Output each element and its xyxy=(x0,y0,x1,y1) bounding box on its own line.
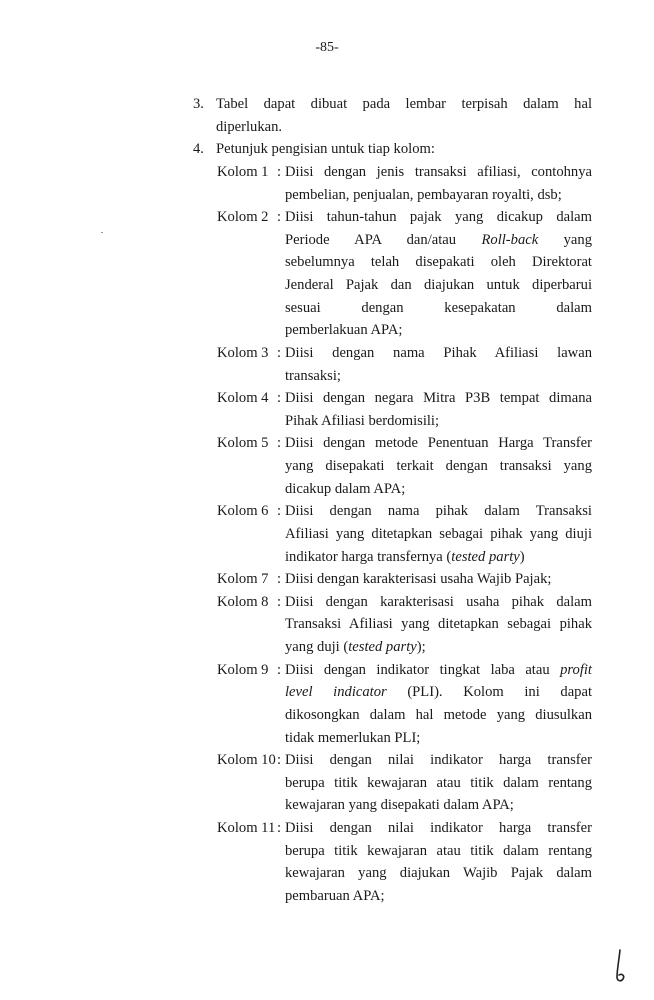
line-text xyxy=(216,93,592,116)
text-segment: berupa titik kewajaran atau titik dalam rentang xyxy=(285,842,592,859)
text-segment: dicakup dalam APA; xyxy=(285,480,406,497)
kolom-entry xyxy=(0,591,654,659)
line-text xyxy=(285,885,592,908)
text-line xyxy=(0,138,654,161)
kolom-entry xyxy=(0,387,654,432)
text-line xyxy=(0,772,654,795)
text-segment: Diisi dengan jenis transaksi afiliasi, contohnya xyxy=(285,163,592,180)
text-line xyxy=(0,568,654,591)
text-line xyxy=(0,342,654,365)
colon: : xyxy=(277,435,282,452)
text-segment: Tabel dapat dibuat pada lembar terpisah dalam hal xyxy=(216,96,592,112)
text-segment: dikosongkan dalam hal metode yang diusulkan xyxy=(285,706,592,723)
text-segment: Pihak Afiliasi berdomisili; xyxy=(285,412,440,429)
text-segment: kewajaran yang diajukan Wajib Pajak dalam xyxy=(285,865,592,882)
line-text xyxy=(285,342,592,365)
kolom-label: Kolom 11 xyxy=(217,820,276,836)
text-line xyxy=(0,681,654,704)
text-line xyxy=(0,500,654,523)
kolom-label: Kolom 2 xyxy=(217,209,269,226)
text-segment: pembaruan APA; xyxy=(285,887,385,904)
colon: : xyxy=(277,593,282,610)
line-text xyxy=(285,161,592,184)
text-line xyxy=(0,116,654,139)
text-segment: Diisi dengan nama pihak dalam Transaksi xyxy=(285,503,592,520)
paraf-signature xyxy=(610,948,634,984)
kolom-entry xyxy=(0,749,654,817)
text-segment: yang duji ( xyxy=(285,639,349,655)
text-line xyxy=(0,319,654,342)
numbered-item xyxy=(0,138,654,161)
line-text xyxy=(285,568,592,591)
line-text xyxy=(285,772,592,795)
text-segment: Diisi dengan karakterisasi usaha Wajib Pajak; xyxy=(285,571,552,588)
text-segment: Diisi dengan metode Penentuan Harga Transfer xyxy=(285,435,592,452)
line-text xyxy=(285,432,592,455)
text-segment: ) xyxy=(519,548,525,565)
text-segment: Diisi dengan nilai indikator harga transfer xyxy=(285,820,592,836)
kolom-label: Kolom 1 xyxy=(217,163,269,180)
text-line xyxy=(0,229,654,252)
text-line xyxy=(0,546,654,569)
line-text xyxy=(285,229,592,252)
text-segment: sebelumnya telah disepakati oleh Direktorat xyxy=(285,254,592,271)
line-text xyxy=(285,206,592,229)
item-number: 4. xyxy=(193,141,204,158)
italic-term: Roll-back xyxy=(481,231,539,248)
line-text xyxy=(285,840,592,863)
text-line xyxy=(0,749,654,772)
line-text xyxy=(285,613,592,636)
text-segment: Diisi tahun-tahun pajak yang dicakup dalam xyxy=(285,209,592,226)
kolom-entry xyxy=(0,342,654,387)
text-segment: ); xyxy=(416,639,426,655)
text-line xyxy=(0,297,654,320)
text-segment: sesuai dengan kesepakatan dalam xyxy=(285,299,592,316)
colon: : xyxy=(277,571,282,588)
line-text xyxy=(285,817,592,840)
line-text xyxy=(285,500,592,523)
italic-term: tested party xyxy=(451,548,520,565)
colon: : xyxy=(277,163,282,180)
text-line xyxy=(0,523,654,546)
text-line xyxy=(0,794,654,817)
text-segment: pembelian, penjualan, pembayaran royalti, dsb; xyxy=(285,186,562,203)
kolom-entry xyxy=(0,432,654,500)
document-body xyxy=(0,93,654,908)
colon: : xyxy=(277,752,282,769)
line-text xyxy=(285,478,592,501)
kolom-label: Kolom 4 xyxy=(217,390,269,407)
kolom-label: Kolom 3 xyxy=(217,344,269,361)
colon: : xyxy=(277,344,282,361)
page-number: -85- xyxy=(315,40,339,55)
line-text xyxy=(285,636,592,659)
line-text xyxy=(285,727,592,750)
colon: : xyxy=(277,209,282,226)
text-line xyxy=(0,862,654,885)
text-segment: Transaksi Afiliasi yang ditetapkan sebagai pihak xyxy=(285,616,592,633)
colon: : xyxy=(277,661,282,678)
line-text xyxy=(216,116,592,139)
kolom-entry xyxy=(0,659,654,750)
text-line xyxy=(0,161,654,184)
kolom-label: Kolom 10 xyxy=(217,752,276,769)
text-segment: diperlukan. xyxy=(216,118,283,135)
item-number: 3. xyxy=(193,96,204,112)
text-segment: Afiliasi yang ditetapkan sebagai pihak yang diuji xyxy=(285,525,592,542)
text-line xyxy=(0,365,654,388)
line-text xyxy=(285,184,592,207)
text-line xyxy=(0,591,654,614)
text-line xyxy=(0,455,654,478)
text-line xyxy=(0,478,654,501)
line-text xyxy=(285,681,592,704)
text-segment: yang disepakati terkait dengan transaksi yang xyxy=(285,458,592,474)
colon: : xyxy=(277,390,282,407)
text-segment: tidak memerlukan PLI; xyxy=(285,729,421,746)
text-segment: Diisi dengan nama Pihak Afiliasi lawan xyxy=(285,344,592,361)
kolom-entry xyxy=(0,206,654,342)
text-line xyxy=(0,93,654,116)
text-segment: yang xyxy=(538,231,592,248)
text-segment: kewajaran yang disepakati dalam APA; xyxy=(285,797,514,814)
text-segment: (PLI). Kolom ini dapat xyxy=(386,684,593,701)
line-text xyxy=(285,365,592,388)
kolom-entry xyxy=(0,817,654,908)
line-text xyxy=(285,410,592,433)
text-line xyxy=(0,885,654,908)
line-text xyxy=(285,387,592,410)
text-segment: transaksi; xyxy=(285,367,341,384)
line-text xyxy=(285,297,592,320)
kolom-label: Kolom 5 xyxy=(217,435,269,452)
numbered-item xyxy=(0,93,654,138)
text-segment: Periode APA dan/atau xyxy=(285,231,482,248)
kolom-label: Kolom 7 xyxy=(217,571,269,588)
text-segment: Diisi dengan negara Mitra P3B tempat dimana xyxy=(285,390,592,407)
line-text xyxy=(285,455,592,478)
text-line xyxy=(0,613,654,636)
text-line xyxy=(0,704,654,727)
kolom-label: Kolom 8 xyxy=(217,593,269,610)
text-segment: pemberlakuan APA; xyxy=(285,322,403,339)
line-text xyxy=(285,749,592,772)
text-line xyxy=(0,274,654,297)
kolom-entry xyxy=(0,161,654,206)
colon: : xyxy=(277,820,282,836)
line-text xyxy=(285,794,592,817)
text-line xyxy=(0,410,654,433)
text-line xyxy=(0,387,654,410)
text-segment: Diisi dengan indikator tingkat laba atau xyxy=(285,661,561,678)
line-text xyxy=(285,523,592,546)
kolom-entry xyxy=(0,500,654,568)
italic-term: profit xyxy=(560,661,592,678)
line-text xyxy=(285,274,592,297)
text-line xyxy=(0,251,654,274)
text-line xyxy=(0,659,654,682)
text-line xyxy=(0,727,654,750)
line-text xyxy=(285,251,592,274)
italic-term: level indicator xyxy=(285,684,387,701)
text-segment: Diisi dengan karakterisasi usaha pihak dalam xyxy=(285,593,592,610)
kolom-label: Kolom 9 xyxy=(217,661,269,678)
line-text xyxy=(285,591,592,614)
scan-artifact xyxy=(101,232,103,233)
line-text xyxy=(216,138,592,161)
text-line xyxy=(0,840,654,863)
text-line xyxy=(0,184,654,207)
text-segment: Diisi dengan nilai indikator harga transfer xyxy=(285,752,592,769)
text-line xyxy=(0,432,654,455)
text-segment: indikator harga transfernya ( xyxy=(285,548,452,565)
text-segment: Jenderal Pajak dan diajukan untuk diperbarui xyxy=(285,277,592,293)
line-text xyxy=(285,319,592,342)
line-text xyxy=(285,659,592,682)
italic-term: tested party xyxy=(348,639,417,655)
text-segment: Petunjuk pengisian untuk tiap kolom: xyxy=(216,141,435,158)
text-segment: berupa titik kewajaran atau titik dalam rentang xyxy=(285,774,592,791)
text-line xyxy=(0,206,654,229)
kolom-entry xyxy=(0,568,654,591)
kolom-label: Kolom 6 xyxy=(217,503,269,520)
colon: : xyxy=(277,503,282,520)
line-text xyxy=(285,862,592,885)
text-line xyxy=(0,817,654,840)
line-text xyxy=(285,546,592,569)
text-line xyxy=(0,636,654,659)
line-text xyxy=(285,704,592,727)
